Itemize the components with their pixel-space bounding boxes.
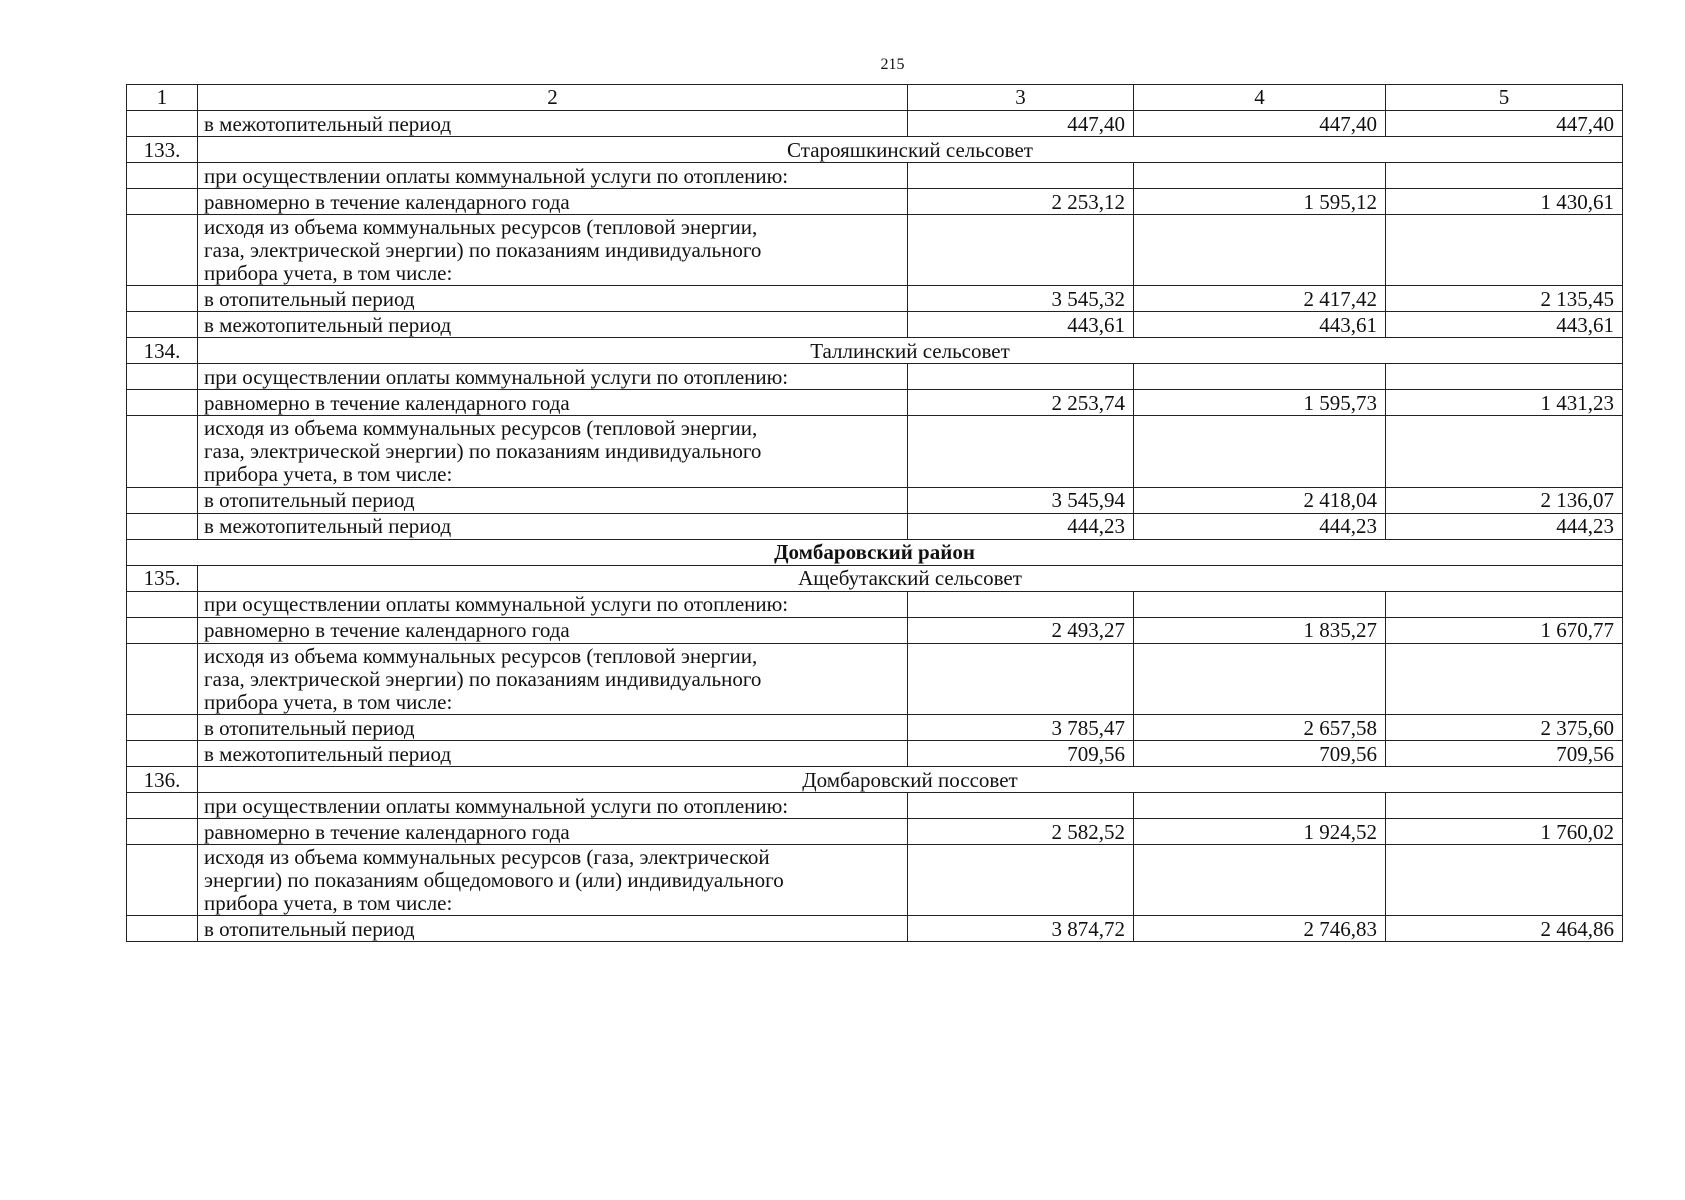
- value-cell-col3: 3 785,47: [908, 714, 1134, 740]
- row-index: [127, 740, 198, 766]
- row-index: [127, 163, 198, 189]
- header-cell-3: 3: [908, 85, 1134, 111]
- value-cell-col5: 1 760,02: [1386, 818, 1623, 844]
- description-line: в отопительный период: [204, 287, 415, 312]
- description-line: равномерно в течение календарного года: [204, 391, 570, 416]
- value-cell-col3: [908, 643, 1134, 714]
- row-description: [198, 215, 908, 286]
- row-index: [127, 844, 198, 915]
- table-row: [127, 844, 1623, 915]
- value-cell-col3: [908, 792, 1134, 818]
- value-cell-col3: 3 545,32: [908, 286, 1134, 312]
- table-row: [127, 818, 1623, 844]
- row-description: [198, 312, 908, 338]
- value-cell-col5: [1386, 163, 1623, 189]
- value-cell-col5: 2 135,45: [1386, 286, 1623, 312]
- row-description: [198, 916, 908, 942]
- row-description: [198, 286, 908, 312]
- row-index: 136.: [127, 766, 198, 792]
- description-line: исходя из объема коммунальных ресурсов (тепловой энергии,: [204, 215, 758, 239]
- value-cell-col3: 447,40: [908, 111, 1134, 137]
- description-line: при осуществлении оплаты коммунальной услуги по отоплению:: [204, 592, 789, 617]
- value-cell-col4: 2 657,58: [1134, 714, 1386, 740]
- table-row: [127, 487, 1623, 513]
- value-cell-col4: 447,40: [1134, 111, 1386, 137]
- section-title: Ащебутакский сельсовет: [198, 565, 1623, 591]
- table-row: [127, 390, 1623, 416]
- row-description: [198, 818, 908, 844]
- district-row: [127, 539, 1623, 565]
- value-cell-col5: 1 670,77: [1386, 617, 1623, 643]
- row-index: [127, 286, 198, 312]
- value-cell-col3: 3 874,72: [908, 916, 1134, 942]
- value-cell-col3: [908, 416, 1134, 487]
- value-cell-col3: 443,61: [908, 312, 1134, 338]
- table-row: [127, 643, 1623, 714]
- row-description: [198, 513, 908, 539]
- section-row: [127, 766, 1623, 792]
- value-cell-col5: 2 464,86: [1386, 916, 1623, 942]
- table-row: [127, 740, 1623, 766]
- row-index: 133.: [127, 137, 198, 163]
- value-cell-col5: [1386, 364, 1623, 390]
- row-index: [127, 513, 198, 539]
- table-header-row: [127, 85, 1623, 111]
- table-row: [127, 617, 1623, 643]
- description-line: прибора учета, в том числе:: [204, 261, 453, 286]
- header-cell-1: 1: [127, 85, 198, 111]
- value-cell-col3: [908, 844, 1134, 915]
- row-description: [198, 111, 908, 137]
- description-line: в отопительный период: [204, 917, 415, 942]
- description-line: равномерно в течение календарного года: [204, 618, 570, 643]
- row-description: [198, 792, 908, 818]
- table-row: [127, 364, 1623, 390]
- value-cell-col4: [1134, 364, 1386, 390]
- header-cell-4: 4: [1134, 85, 1386, 111]
- description-line: при осуществлении оплаты коммунальной услуги по отоплению:: [204, 365, 789, 390]
- value-cell-col4: [1134, 792, 1386, 818]
- row-index: 134.: [127, 338, 198, 364]
- description-line: в межотопительный период: [204, 741, 452, 766]
- value-cell-col3: [908, 591, 1134, 617]
- table-row: [127, 513, 1623, 539]
- row-description: [198, 390, 908, 416]
- row-index: [127, 390, 198, 416]
- value-cell-col3: [908, 215, 1134, 286]
- section-title: Домбаровский поссовет: [198, 766, 1623, 792]
- description-line: газа, электрической энергии) по показаниям индивидуального: [204, 238, 762, 263]
- value-cell-col5: 2 136,07: [1386, 487, 1623, 513]
- value-cell-col5: [1386, 591, 1623, 617]
- row-index: [127, 714, 198, 740]
- page-number: 215: [880, 56, 905, 73]
- section-title: Старояшкинский сельсовет: [198, 137, 1623, 163]
- row-index: [127, 215, 198, 286]
- value-cell-col5: 447,40: [1386, 111, 1623, 137]
- description-line: в межотопительный период: [204, 111, 452, 136]
- tariff-table: [126, 84, 1623, 942]
- description-line: в отопительный период: [204, 715, 415, 740]
- description-line: при осуществлении оплаты коммунальной услуги по отоплению:: [204, 163, 789, 188]
- table-row: [127, 312, 1623, 338]
- row-description: [198, 591, 908, 617]
- value-cell-col4: [1134, 416, 1386, 487]
- table-row: [127, 286, 1623, 312]
- row-index: [127, 312, 198, 338]
- row-index: 135.: [127, 565, 198, 591]
- table-row: [127, 111, 1623, 137]
- value-cell-col4: 2 418,04: [1134, 487, 1386, 513]
- row-index: [127, 189, 198, 215]
- value-cell-col4: 443,61: [1134, 312, 1386, 338]
- description-line: газа, электрической энергии) по показаниям индивидуального: [204, 666, 762, 691]
- description-line: исходя из объема коммунальных ресурсов (тепловой энергии,: [204, 643, 758, 668]
- description-line: исходя из объема коммунальных ресурсов (газа, электрической: [204, 844, 770, 869]
- value-cell-col4: [1134, 591, 1386, 617]
- value-cell-col4: 2 417,42: [1134, 286, 1386, 312]
- value-cell-col5: 2 375,60: [1386, 714, 1623, 740]
- value-cell-col4: 1 595,73: [1134, 390, 1386, 416]
- description-line: равномерно в течение календарного года: [204, 189, 570, 214]
- value-cell-col4: [1134, 163, 1386, 189]
- table-row: [127, 792, 1623, 818]
- value-cell-col3: 3 545,94: [908, 487, 1134, 513]
- description-line: исходя из объема коммунальных ресурсов (тепловой энергии,: [204, 416, 758, 441]
- value-cell-col3: [908, 163, 1134, 189]
- value-cell-col5: 709,56: [1386, 740, 1623, 766]
- value-cell-col5: 444,23: [1386, 513, 1623, 539]
- value-cell-col5: [1386, 215, 1623, 286]
- table-row: [127, 416, 1623, 487]
- value-cell-col4: 1 924,52: [1134, 818, 1386, 844]
- row-description: [198, 364, 908, 390]
- header-cell-5: 5: [1386, 85, 1623, 111]
- value-cell-col3: 2 253,12: [908, 189, 1134, 215]
- section-row: [127, 137, 1623, 163]
- row-index: [127, 487, 198, 513]
- value-cell-col3: 2 253,74: [908, 390, 1134, 416]
- value-cell-col4: [1134, 643, 1386, 714]
- row-index: [127, 643, 198, 714]
- description-line: в межотопительный период: [204, 514, 452, 539]
- row-description: [198, 844, 908, 915]
- description-line: энергии) по показаниям общедомового и (или) индивидуального: [204, 867, 784, 892]
- value-cell-col5: 1 431,23: [1386, 390, 1623, 416]
- section-title: Таллинский сельсовет: [198, 338, 1623, 364]
- table-row: [127, 215, 1623, 286]
- row-description: [198, 487, 908, 513]
- value-cell-col4: [1134, 844, 1386, 915]
- description-line: в отопительный период: [204, 488, 415, 513]
- row-index: [127, 792, 198, 818]
- value-cell-col4: 444,23: [1134, 513, 1386, 539]
- value-cell-col5: 443,61: [1386, 312, 1623, 338]
- description-line: прибора учета, в том числе:: [204, 462, 453, 487]
- value-cell-col5: 1 430,61: [1386, 189, 1623, 215]
- header-cell-2: 2: [198, 85, 908, 111]
- district-title: Домбаровский район: [127, 539, 1623, 565]
- value-cell-col4: 1 835,27: [1134, 617, 1386, 643]
- description-line: прибора учета, в том числе:: [204, 689, 453, 714]
- row-description: [198, 740, 908, 766]
- value-cell-col4: 1 595,12: [1134, 189, 1386, 215]
- table-row: [127, 714, 1623, 740]
- row-description: [198, 416, 908, 487]
- value-cell-col3: 2 582,52: [908, 818, 1134, 844]
- row-index: [127, 416, 198, 487]
- value-cell-col4: [1134, 215, 1386, 286]
- tariff-table-body: [127, 85, 1623, 942]
- value-cell-col5: [1386, 844, 1623, 915]
- row-index: [127, 111, 198, 137]
- value-cell-col3: [908, 364, 1134, 390]
- description-line: газа, электрической энергии) по показаниям индивидуального: [204, 439, 762, 464]
- section-row: [127, 565, 1623, 591]
- value-cell-col5: [1386, 416, 1623, 487]
- description-line: в межотопительный период: [204, 313, 452, 338]
- value-cell-col4: 709,56: [1134, 740, 1386, 766]
- value-cell-col5: [1386, 643, 1623, 714]
- row-index: [127, 364, 198, 390]
- row-index: [127, 818, 198, 844]
- section-row: [127, 338, 1623, 364]
- row-description: [198, 163, 908, 189]
- description-line: прибора учета, в том числе:: [204, 891, 453, 916]
- row-description: [198, 714, 908, 740]
- table-row: [127, 163, 1623, 189]
- row-description: [198, 617, 908, 643]
- row-description: [198, 189, 908, 215]
- value-cell-col4: 2 746,83: [1134, 916, 1386, 942]
- description-line: равномерно в течение календарного года: [204, 819, 570, 844]
- table-row: [127, 591, 1623, 617]
- description-line: при осуществлении оплаты коммунальной услуги по отоплению:: [204, 793, 789, 818]
- value-cell-col3: 709,56: [908, 740, 1134, 766]
- value-cell-col3: 444,23: [908, 513, 1134, 539]
- table-row: [127, 189, 1623, 215]
- value-cell-col3: 2 493,27: [908, 617, 1134, 643]
- table-row: [127, 916, 1623, 942]
- row-index: [127, 916, 198, 942]
- row-index: [127, 617, 198, 643]
- row-description: [198, 643, 908, 714]
- value-cell-col5: [1386, 792, 1623, 818]
- row-index: [127, 591, 198, 617]
